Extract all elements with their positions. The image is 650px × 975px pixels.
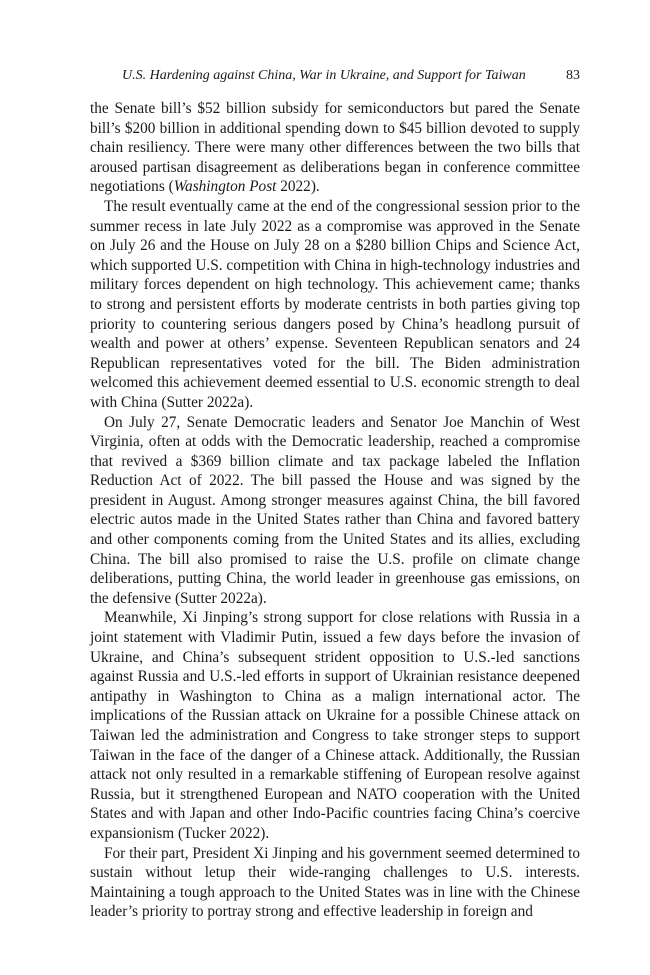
running-head: [90, 66, 580, 86]
body-text: [90, 99, 580, 922]
paragraph: For their part, President Xi Jinping and his government seemed determined to sustain without letup their wide-ranging challenges to U.S. interests. Maintaining a tough approach to the United States was in line with the Chinese leader’s priority to portray strong and effective leadership in foreign and: [90, 844, 580, 921]
italic-citation: Washington Post: [173, 178, 277, 196]
paragraph-continued: [90, 99, 580, 197]
page-number: 83: [566, 68, 580, 83]
running-title: U.S. Hardening against China, War in Ukraine, and Support for Taiwan: [122, 68, 526, 83]
paragraph-text: the Senate bill’s $52 billion subsidy for semiconductors but pared the Senate bill’s $200 billion in additional spending down to $45 billion devoted to supply chain resiliency. There were many other differences between the two bills that aroused partisan disagreement as deliberations began in conference committee negotiations (: [90, 100, 580, 196]
paragraph: The result eventually came at the end of the congressional session prior to the summer recess in late July 2022 as a compromise was approved in the Senate on July 26 and the House on July 28 on a $280 billion Chips and Science Act, which supported U.S. competition with China in high-technology industries and military forces dependent on high technology. This achievement came; thanks to strong and persistent efforts by moderate centrists in both parties giving top priority to countering serious dangers posed by China’s headlong pursuit of wealth and power at others’ expense. Seventeen Republican senators and 24 Republican representatives voted for the bill. The Biden administration welcomed this achievement deemed essential to U.S. economic strength to deal with China (Sutter 2022a).: [90, 197, 580, 411]
paragraph-text: 2022).: [276, 178, 320, 196]
paragraph: Meanwhile, Xi Jinping’s strong support for close relations with Russia in a joint statement with Vladimir Putin, issued a few days before the invasion of Ukraine, and China’s subsequent strident opposition to U.S.-led sanctions against Russia and U.S.-led efforts in support of Ukrainian resistance deepened antipathy in Washington to China as a malign international actor. The implications of the Russian attack on Ukraine for a possible Chinese attack on Taiwan led the administration and Congress to take stronger steps to support Taiwan in the face of the danger of a Chinese attack. Additionally, the Russian attack not only resulted in a remarkable stiffening of European resolve against Russia, but it strengthened European and NATO cooperation with the United States and with Japan and other Indo-Pacific countries facing China’s coercive expansionism (Tucker 2022).: [90, 609, 580, 842]
paragraph: On July 27, Senate Democratic leaders and Senator Joe Manchin of West Virginia, often at odds with the Democratic leadership, reached a compromise that revived a $369 billion climate and tax package labeled the Inflation Reduction Act of 2022. The bill passed the House and was signed by the president in August. Among stronger measures against China, the bill favored electric autos made in the United States rather than China and favored battery and other components coming from the United States and its allies, excluding China. The bill also promised to raise the U.S. profile on climate change deliberations, putting China, the world leader in greenhouse gas emissions, on the defensive (Sutter 2022a).: [90, 413, 580, 607]
